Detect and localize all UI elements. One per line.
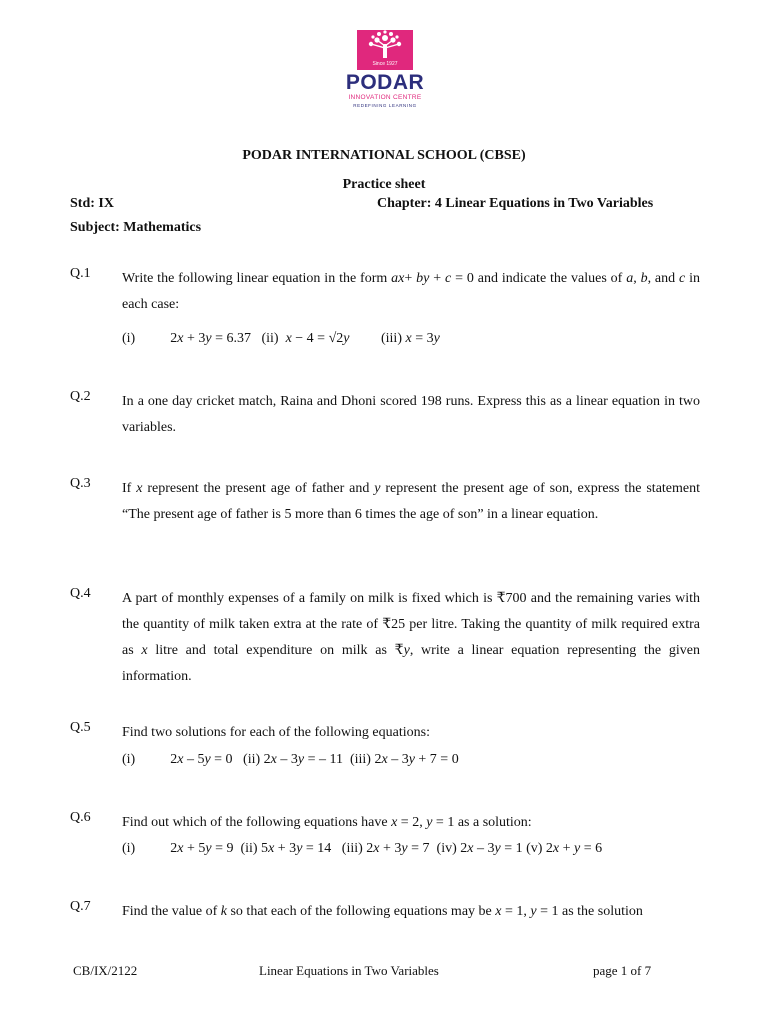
question-text: Write the following linear equation in the form ax+ by + c = 0 and indicate the values of a, b, and c in each case: [122, 271, 701, 312]
logo-since: Since 1927 [372, 61, 398, 67]
tree-icon [357, 30, 413, 62]
sheet-title: Practice sheet [342, 177, 426, 192]
question-number: Q.3 [70, 476, 91, 491]
question-text: A part of monthly expenses of a family on milk is fixed which is ₹700 and the remaining varies with the quantity of milk taken extra at the rate of ₹25 per litre. Taking the quantity of milk required extra as x litre and total expenditure on milk as ₹y, write a linear equation representing the given information. [122, 591, 700, 684]
question-number: Q.6 [70, 810, 91, 825]
school-name: PODAR INTERNATIONAL SCHOOL (CBSE) [242, 148, 526, 163]
std-label: Std: IX [70, 196, 114, 211]
footer-code: CB/IX/2122 [73, 963, 138, 978]
question-number: Q.5 [70, 720, 91, 735]
question-options: (i) 2x – 5y = 0 (ii) 2x – 3y = – 11 (iii) 2x – 3y + 7 = 0 [122, 752, 459, 767]
subject-line [70, 220, 201, 236]
question-number: Q.1 [70, 266, 91, 281]
question-text: In a one day cricket match, Raina and Dhoni scored 198 runs. Express this as a linear equation in two variables. [122, 394, 700, 435]
question-options: (i) 2x + 5y = 9 (ii) 5x + 3y = 14 (iii) 2x + 3y = 7 (iv) 2x – 3y = 1 (v) 2x + y = 6 [122, 841, 603, 856]
question-options: (i) 2x + 3y = 6.37 (ii) x − 4 = √2y (iii) x = 3y [122, 331, 440, 346]
question-text: If x represent the present age of father and y represent the present age of son, express the statement “The present age of father is 5 more than 6 times the age of son” in a linear equation. [122, 481, 701, 522]
footer-title: Linear Equations in Two Variables [259, 963, 439, 978]
footer-page: page 1 of 7 [593, 963, 652, 978]
chapter-label: Chapter: 4 Linear Equations in Two Variables [377, 196, 654, 211]
question-number: Q.7 [70, 899, 91, 914]
subject-label: Subject [70, 220, 116, 235]
question-number: Q.4 [70, 586, 91, 601]
question-text: Find out which of the following equations have x = 2, y = 1 as a solution: [122, 815, 532, 830]
question-text: Find the value of k so that each of the following equations may be x = 1, y = 1 as the solution [122, 904, 643, 919]
school-logo [336, 30, 434, 110]
question-number: Q.2 [70, 389, 91, 404]
subject-value: : Mathematics [115, 220, 202, 235]
logo-tree-emblem [357, 30, 413, 70]
logo-word: PODAR [345, 71, 425, 94]
question-text: Find two solutions for each of the following equations: [122, 725, 430, 740]
logo-subtitle: INNOVATION CENTRE [348, 94, 422, 101]
logo-tagline: REDEFINING LEARNING [353, 103, 417, 108]
